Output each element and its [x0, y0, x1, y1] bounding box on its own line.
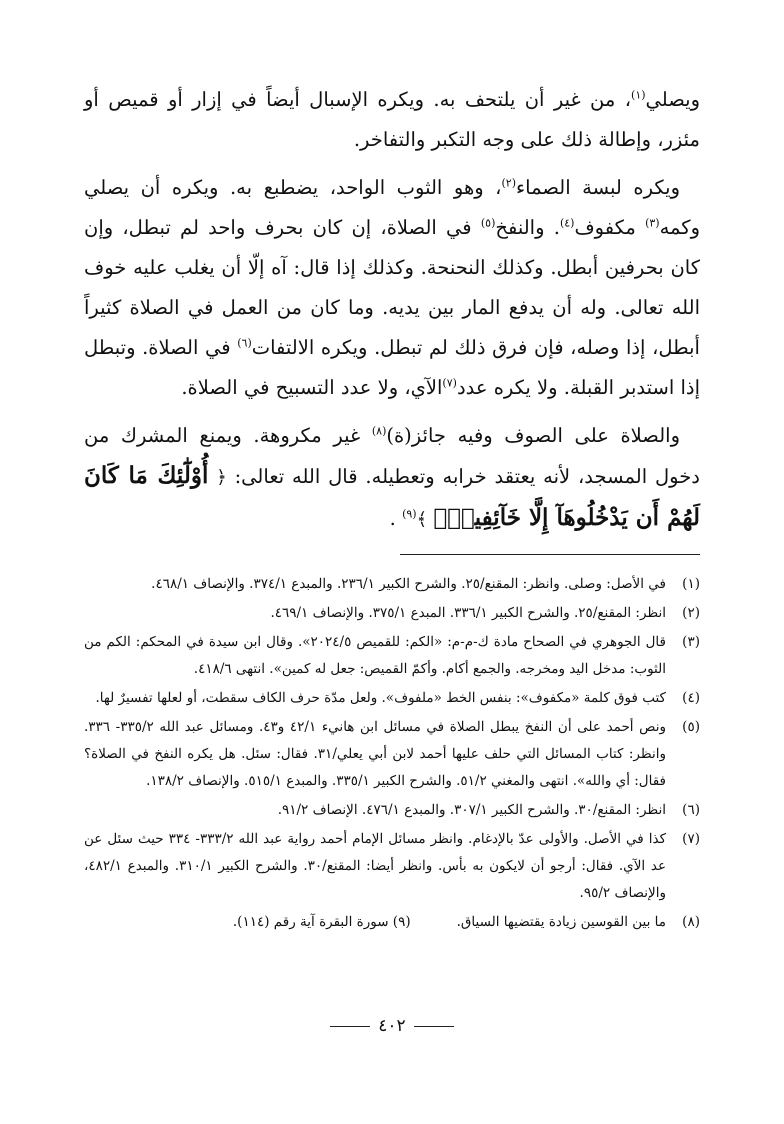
footnote-text: قال الجوهري في الصحاح مادة ك-م-م: «الكم: للقميص ٢٠٢٤/٥». وقال ابن سيدة في المحكم: الكم من الثوب: مدخل اليد ومخرجه. والجمع أكام. وأكمّ القميص: جعل له كمين». انتهى ٤١٨/٦. [84, 634, 666, 677]
footnote [84, 571, 700, 598]
footnote-text: كتب فوق كلمة «مكفوف»: بنفس الخط «ملفوف». ولعل مدّة حرف الكاف سقطت، أو لعلها تفسيرٌ لها. [95, 690, 666, 706]
text-span: . [389, 507, 396, 530]
footnote-ref[interactable]: (٦) [237, 336, 252, 350]
quran-verse: أُوْلَٰٓئِكَ مَا كَانَ لَهُمْ أَن يَدْخُلُوهَآ إِلَّا خَآئِفِينَۚ [84, 462, 700, 531]
text-span: الآي، ولا عدد التسبيح في الصلاة. [181, 376, 443, 399]
divider [414, 1026, 454, 1027]
footnote-ref[interactable]: (٩) [402, 507, 417, 521]
footnote-number: (٧) [682, 831, 700, 847]
footnote-number: (٣) [682, 634, 700, 650]
paragraph-3 [84, 416, 700, 540]
footnote-number: (٦) [682, 802, 700, 818]
footnote-text: (٩) سورة البقرة آية رقم (١١٤). [232, 914, 411, 930]
footnote-ref[interactable]: (٨) [371, 424, 387, 438]
text-span: ، من غير أن يلتحف به. ويكره الإسبال أيضاً في إزار أو قميص أو مئزر، وإطالة ذلك على وجه التكبر والتفاخر. [84, 88, 700, 151]
footnote-ref[interactable]: (٤) [559, 216, 575, 230]
text-span: في الصلاة، إن كان بحرف واحد لم تبطل، وإن كان بحرفين أبطل. وكذلك النحنحة. وكذلك إذا قال: آه إلّا أن يغلب عليه خوف الله تعالى. وله أن يدفع المار بين يديه. وما كان من العمل في الصلاة كثيراً أبطل، إذا وصله، فإن فرق ذلك لم تبطل. ويكره الالتفات [84, 216, 700, 359]
divider [330, 1026, 370, 1027]
footnote [84, 797, 700, 824]
quran-bracket-close: ﴾ [416, 509, 428, 530]
text-span: ويصلي [645, 88, 700, 111]
text-span: ، وهو الثوب الواحد، يضطبع به. ويكره أن يصلي وكمه [84, 176, 701, 239]
footnotes [84, 571, 700, 936]
footnote-ref[interactable]: (١) [631, 88, 646, 102]
text-span: في الصلاة. وتبطل إذا استدبر القبلة. ولا يكره عدد [84, 336, 700, 399]
text-span: والصلاة على الصوف وفيه جائز(ة) [386, 424, 680, 447]
footnote-number: (٨) [682, 914, 700, 930]
footnote-ref[interactable]: (٥) [480, 216, 496, 230]
page-number-text: ٤٠٢ [378, 1016, 406, 1036]
main-text [84, 80, 700, 540]
footnote-number: (١) [682, 576, 700, 592]
footnote-text: ونص أحمد على أن النفخ يبطل الصلاة في مسائل ابن هانيء ٤٢/١ و٤٣. ومسائل عبد الله ٣٣٥/٢- ٣٣٦. وانظر: كتاب المسائل التي حلف عليها أحمد لابن أبي يعلي/٣١. فقال: سئل. هل يكره النفخ في الصلاة؟ فقال: أي والله». انتهى والمغني ٥١/٢. والشرح الكبير ٣٣٥/١. والمبدع ٥١٥/١. والإنصاف ١٣٨/٢. [84, 719, 666, 789]
footnote-separator [400, 554, 700, 555]
footnote-number: (٤) [682, 690, 700, 706]
footnote [84, 629, 700, 683]
footnote-text: كذا في الأصل. والأولى عدّ بالإدغام. وانظر مسائل الإمام أحمد رواية عبد الله ٣٣٣/٢- ٣٣٤ حيث سئل عن عد الآي. فقال: أرجو أن لايكون به بأس. وانظر أيضا: المقنع/٣٠. والشرح الكبير ٣١٠/١. والمبدع ٤٨٢/١، والإنصاف ٩٥/٢. [84, 831, 667, 901]
footnote-number: (٥) [682, 719, 700, 735]
footnote-ref[interactable]: (٢) [501, 176, 516, 190]
footnote-ref[interactable]: (٧) [442, 376, 457, 390]
text-span: مكفوف [574, 216, 636, 239]
text-span: ويكره لبسة الصماء [516, 176, 680, 199]
footnote [84, 685, 700, 712]
footnote-text: ما بين القوسين زيادة يقتضيها السياق. [456, 914, 666, 930]
page-number [0, 1016, 784, 1036]
text-span: . والنفخ [495, 216, 560, 239]
paragraph-1 [84, 80, 700, 160]
text-span: غير مكروهة. ويمنع المشرك من دخول المسجد، لأنه يعتقد خرابه وتعطيله. قال الله تعالى: [84, 424, 700, 488]
paragraph-2 [84, 168, 700, 408]
footnote [84, 714, 700, 795]
footnote-text: انظر: المقنع/٣٠. والشرح الكبير ٣٠٧/١. والمبدع ٤٧٦/١. الإنصاف ٩١/٢. [277, 802, 666, 818]
footnote-ref[interactable]: (٣) [645, 216, 660, 230]
footnote [84, 826, 700, 907]
footnote [84, 600, 700, 627]
footnote [84, 909, 700, 936]
footnote-text: انظر: المقنع/٢٥. والشرح الكبير ٣٣٦/١. المبدع ٣٧٥/١. والإنصاف ٤٦٩/١. [270, 605, 666, 621]
footnote-number: (٢) [682, 605, 700, 621]
quran-bracket-open: ﴿ [216, 467, 227, 488]
footnote-text: في الأصل: وصلى. وانظر: المقنع/٢٥. والشرح الكبير ٢٣٦/١. والمبدع ٣٧٤/١. والإنصاف ٤٦٨/١. [151, 576, 666, 592]
